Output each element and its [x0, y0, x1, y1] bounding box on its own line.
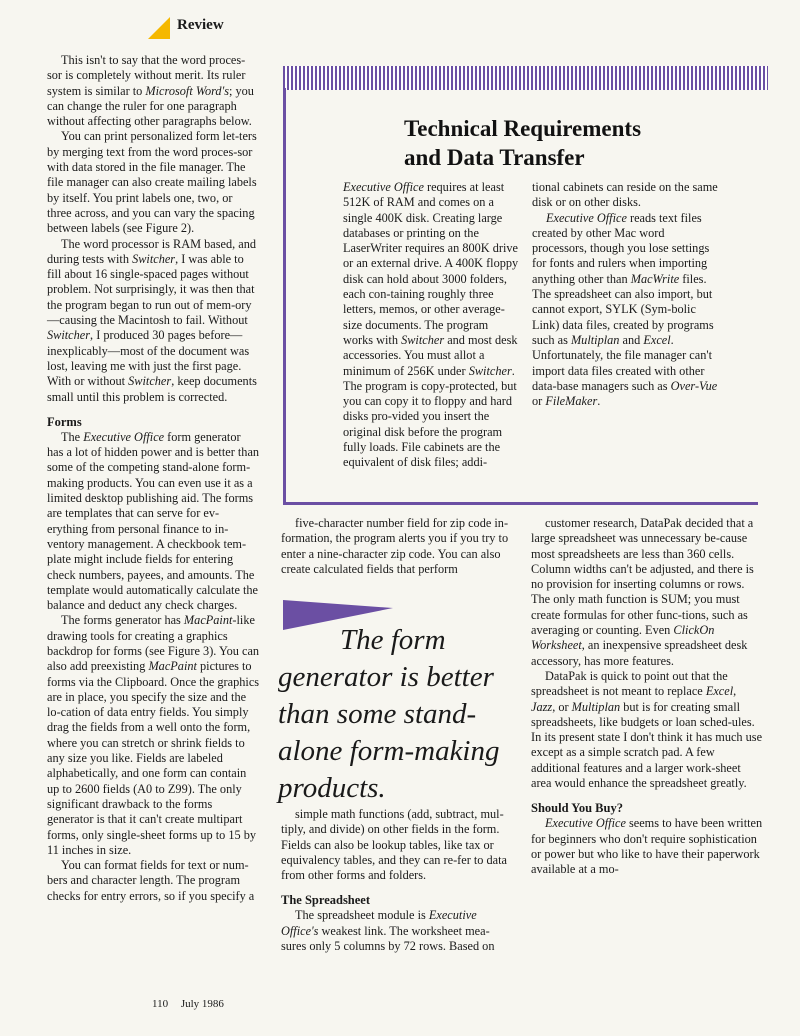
body-paragraph: The spreadsheet module is Executive Office's weakest link. The worksheet mea-sures only 5 columns by 72 rows. Based on: [281, 908, 495, 954]
pullquote-line: than some stand-: [278, 698, 477, 730]
body-paragraph: Executive Office seems to have been written for beginners who don't require sophistication or power but who like to have their paperwork available at a mo-: [531, 816, 763, 877]
pullquote-line: generator is better: [278, 661, 494, 693]
body-paragraph: Executive Office reads text files created by other Mac word processors, though you lose settings for fonts and rulers when importing anything other than MacWrite files. The spreadsheet can also import, but cannot export, SYLK (Sym-bolic Link) data files, created by programs such as Multiplan and Excel. Unfortunately, the file manager can't import data files created with other data-base managers such as Over-Vue or FileMaker.: [532, 210, 718, 409]
body-paragraph: The word processor is RAM based, and during tests with Switcher, I was able to fill about 16 single-spaced pages without problem. Not surprisingly, it was then that the program began to run out of mem-ory—causing the Macintosh to fail. Without Switcher, I produced 30 pages before—inexplicably—most of the document was lost, leaving me with just the first page. With or without Switcher, keep documents small until this problem is corrected.: [47, 236, 257, 404]
pullquote-line: products.: [278, 772, 386, 804]
page-footer: [152, 998, 234, 1010]
sidebar-title: [404, 114, 744, 172]
sidebar-bottom-rule: [283, 502, 758, 505]
sidebar-column-2: [532, 180, 722, 409]
section-heading: Forms: [47, 414, 82, 429]
body-paragraph: DataPak is quick to point out that the spreadsheet is not meant to replace Excel, Jazz, or Multiplan but is for creating small spreadsheets, like budgets or loan sched-ules. In its present state I don't think it has much use except as a simple scratch pad. A few additional features and a larger work-sheet area would enhance the spreadsheet greatly.: [531, 668, 763, 791]
page-number: 110: [152, 998, 169, 1010]
review-triangle-icon: [148, 17, 170, 39]
body-paragraph: This isn't to say that the word proces-sor is completely without merit. Its ruler system is similar to Microsoft Word's; you can change the ruler for one paragraph without affecting other paragraphs below.: [47, 53, 254, 129]
body-paragraph: five-character number field for zip code in-formation, the program alerts you if you try to enter a nine-character zip code. You can also create calculated fields that perform: [281, 516, 509, 576]
section-heading: The Spreadsheet: [281, 893, 371, 908]
sidebar-top-stripe: [283, 66, 768, 90]
middle-column-bottom: [281, 807, 511, 954]
pullquote-line: The form: [340, 624, 446, 656]
body-paragraph: simple math functions (add, subtract, mul-tiply, and divide) on other fields in the form. Fields can also be lookup tables, like tax or equivalency tables, and they can re-fer to data from other forms and folders.: [281, 807, 508, 883]
section-heading: Should You Buy?: [531, 801, 623, 816]
body-paragraph: Executive Office requires at least 512K of RAM and comes on a single 400K disk. Creating large databases or printing on the LaserWriter requires an 800K drive or an external drive. A 400K floppy disk can hold about 3000 folders, each con-taining roughly three letters, memos, or other average-size documents. The program works with Switcher and most desk accessories. You must allot a minimum of 256K under Switcher. The program is copy-protected, but you can copy it to floppy and hard disks pro-vided you insert the original disk before the program fully loads. File cabinets are the equivalent of disk files; addi-: [343, 180, 519, 470]
body-paragraph: tional cabinets can reside on the same disk or on other disks.: [532, 180, 718, 210]
pullquote-line: alone form-making: [278, 735, 500, 767]
body-paragraph: You can format fields for text or num-bers and character length. The program checks for entry errors, so if you specify a: [47, 858, 255, 903]
body-paragraph: The forms generator has MacPaint-like drawing tools for creating a graphics backdrop for forms (see Figure 3). You can also add preexisting MacPaint pictures to forms via the Clipboard. Once the graphics are in place, you specify the size and the lo-cation of data entry fields. You simply drag the fields from a well onto the form, where you can stretch or shrink fields to any size you like. Fields are labeled alphabetically, and one form can contain up to 2600 fields (A0 to Z99). The only significant drawback to the forms generator is that it can't create multipart forms, only single-sheet forms up to 15 by 11 inches in size.: [47, 613, 260, 857]
section-label: Review: [177, 17, 224, 33]
body-paragraph: The Executive Office form generator has a lot of hidden power and is better than some of the competing stand-alone form-making products. You can even use it as a limited desktop publishing aid. The forms are templates that can serve for ev-erything from personal finance to in-ventory management. A checkbook tem-plate might include fields for entering check numbers, payees, and amounts. The template would automatically calculate the balance and deduct any check charges.: [47, 429, 260, 613]
sidebar-column-1: [343, 180, 521, 471]
body-paragraph: customer research, DataPak decided that a large spreadsheet was unnecessary be-cause most spreadsheets are less than 360 cells. Column widths can't be adjusted, and there is no provision for inserting columns or rows. The only math function is SUM; you must create formulas for other func-tions, such as averaging or counting. Even ClickOn Worksheet, an inexpensive spreadsheet desk accessory, has more features.: [531, 516, 754, 668]
sidebar-title-line1: Technical Requirements: [404, 116, 642, 141]
issue-date: July 1986: [180, 998, 224, 1010]
body-paragraph: You can print personalized form let-ters by merging text from the word proces-sor with data stored in the file manager. The file manager can also create mailing labels by itself. You print labels one, two, or three across, and you can vary the spacing between labels (see Figure 2).: [47, 129, 257, 236]
right-column: [531, 516, 763, 878]
pull-quote: [278, 622, 508, 807]
middle-column-top: [281, 516, 511, 577]
sidebar-left-rule: [283, 88, 286, 504]
left-column: [47, 53, 260, 904]
sidebar-title-line2: and Data Transfer: [404, 145, 585, 170]
